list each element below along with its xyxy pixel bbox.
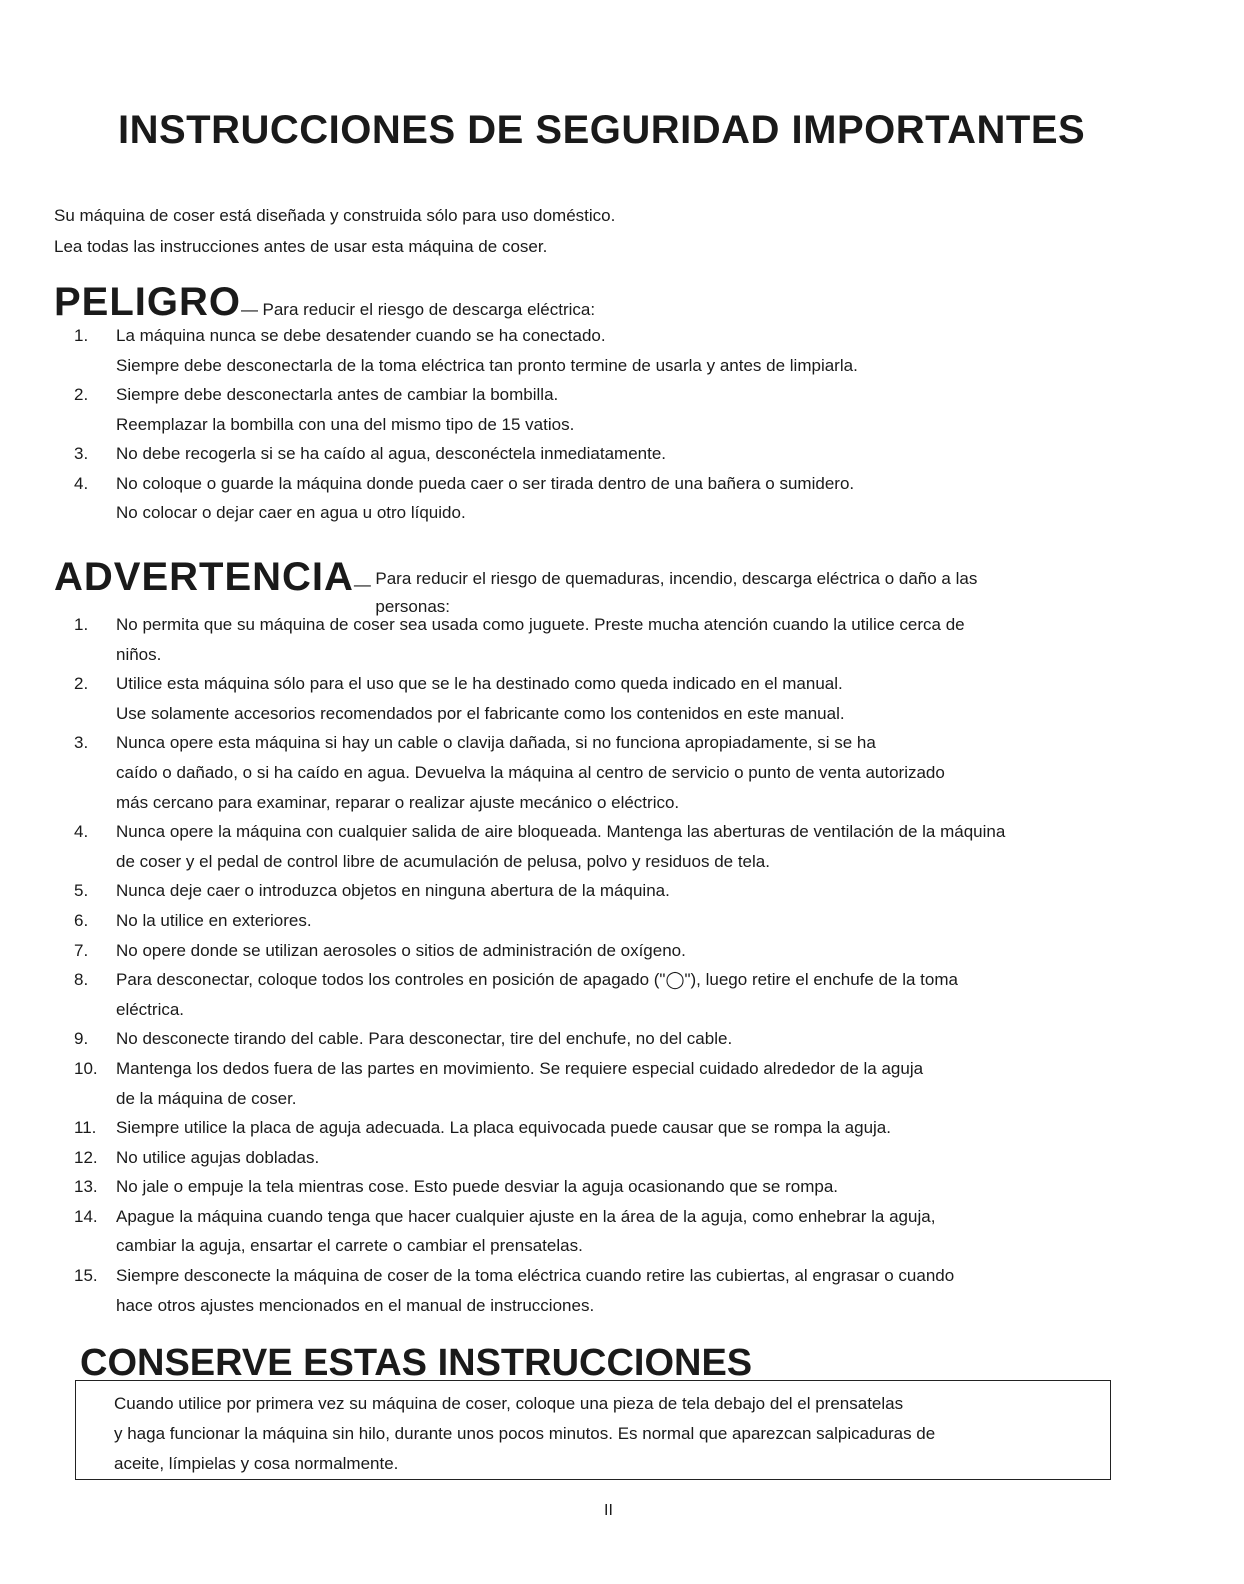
item-line: Use solamente accesorios recomendados por el fabricante como los contenidos en este manual. — [116, 703, 845, 723]
list-item — [74, 1113, 1184, 1143]
list-item — [74, 817, 1184, 876]
item-line: Siempre debe desconectarla de la toma eléctrica tan pronto termine de usarla y antes de limpiarla. — [116, 355, 858, 375]
item-line: Reemplazar la bombilla con una del mismo tipo de 15 vatios. — [116, 414, 575, 434]
item-line: Siempre utilice la placa de aguja adecuada. La placa equivocada puede causar que se rompa la aguja. — [116, 1118, 891, 1138]
list-item — [74, 1202, 1184, 1261]
item-line: Siempre desconecte la máquina de coser de la toma eléctrica cuando retire las cubiertas, al engrasar o cuando — [116, 1266, 955, 1286]
advertencia-subtitle-line: Para reducir el riesgo de quemaduras, incendio, descarga eléctrica o daño a las — [375, 569, 978, 588]
item-line: Mantenga los dedos fuera de las partes en movimiento. Se requiere especial cuidado alrededor de la aguja — [116, 1058, 924, 1078]
list-item — [74, 728, 1184, 817]
item-number: 1. — [74, 326, 89, 345]
item-number: 12. — [74, 1147, 98, 1167]
item-line: No jale o empuje la tela mientras cose. Esto puede desviar la aguja ocasionando que se rompa. — [116, 1177, 838, 1197]
item-number: 4. — [74, 473, 89, 493]
advertencia-dash: — — [353, 575, 371, 594]
list-item — [74, 936, 1184, 966]
item-number: 2. — [74, 385, 89, 404]
item-line: La máquina nunca se debe desatender cuando se ha conectado. — [116, 326, 606, 345]
peligro-title: PELIGRO — [54, 280, 242, 324]
item-line: No la utilice en exteriores. — [116, 910, 312, 930]
list-item — [74, 380, 1174, 439]
list-item — [74, 965, 1184, 1024]
note-line: y haga funcionar la máquina sin hilo, durante unos pocos minutos. Es normal que aparezcan salpicaduras de — [114, 1424, 936, 1443]
item-line: cambiar la aguja, ensartar el carrete o cambiar el prensatelas. — [116, 1236, 583, 1256]
item-line: No desconecte tirando del cable. Para desconectar, tire del enchufe, no del cable. — [116, 1029, 733, 1049]
item-number: 1. — [74, 615, 89, 634]
item-line: hace otros ajustes mencionados en el manual de instrucciones. — [116, 1295, 595, 1315]
list-item — [74, 906, 1184, 936]
item-line: Nunca deje caer o introduzca objetos en ninguna abertura de la máquina. — [116, 881, 670, 901]
advertencia-subtitle-line: personas: — [375, 597, 451, 616]
advertencia-list — [74, 610, 1184, 1320]
list-item — [74, 1054, 1184, 1113]
peligro-list — [74, 321, 1174, 528]
item-line: de coser y el pedal de control libre de acumulación de pelusa, polvo y residuos de tela. — [116, 851, 770, 871]
item-line: Apague la máquina cuando tenga que hacer cualquier ajuste en la área de la aguja, como enhebrar la aguja, — [116, 1206, 936, 1226]
item-line: No permita que su máquina de coser sea usada como juguete. Preste mucha atención cuando la utilice cerca de — [116, 615, 965, 634]
note-line: Cuando utilice por primera vez su máquina de coser, coloque una pieza de tela debajo del el prensatelas — [114, 1394, 904, 1413]
list-item — [74, 610, 1184, 669]
item-number: 4. — [74, 822, 89, 842]
item-number: 6. — [74, 910, 89, 930]
intro-text — [54, 200, 615, 262]
list-item — [74, 1143, 1184, 1173]
item-line: niños. — [116, 644, 162, 664]
item-line: Nunca opere esta máquina si hay un cable o clavija dañada, si no funciona apropiadamente, si se ha — [116, 733, 876, 753]
page-number: II — [604, 1502, 613, 1519]
item-line: eléctrica. — [116, 999, 185, 1019]
peligro-heading — [54, 280, 595, 325]
item-line: de la máquina de coser. — [116, 1088, 297, 1108]
item-line: Para desconectar, coloque todos los controles en posición de apagado ("◯"), luego retire el enchufe de la toma — [116, 970, 958, 990]
item-line: Nunca opere la máquina con cualquier salida de aire bloqueada. Mantenga las aberturas de ventilación de la máquina — [116, 822, 1006, 842]
conserve-heading: CONSERVE ESTAS INSTRUCCIONES — [80, 1342, 753, 1384]
list-item — [74, 439, 1174, 469]
list-item — [74, 876, 1184, 906]
list-item — [74, 469, 1174, 528]
item-line: Utilice esta máquina sólo para el uso que se le ha destinado como queda indicado en el manual. — [116, 674, 843, 694]
first-use-note-box — [75, 1380, 1111, 1480]
item-number: 11. — [74, 1118, 97, 1138]
list-item — [74, 1261, 1184, 1320]
item-line: No debe recogerla si se ha caído al agua, desconéctela inmediatamente. — [116, 444, 667, 463]
peligro-dash: — — [241, 300, 259, 319]
list-item — [74, 1172, 1184, 1202]
peligro-subtitle: Para reducir el riesgo de descarga eléctrica: — [262, 300, 596, 319]
item-number: 8. — [74, 970, 89, 990]
list-item — [74, 669, 1184, 728]
item-number: 10. — [74, 1058, 98, 1078]
item-number: 7. — [74, 940, 89, 960]
item-number: 15. — [74, 1266, 98, 1286]
note-line: aceite, límpielas y cosa normalmente. — [114, 1454, 399, 1473]
list-item — [74, 1024, 1184, 1054]
intro-line: Su máquina de coser está diseñada y construida sólo para uso doméstico. — [54, 206, 616, 225]
item-line: No utilice agujas dobladas. — [116, 1147, 320, 1167]
item-number: 5. — [74, 881, 89, 901]
item-line: No colocar o dejar caer en agua u otro líquido. — [116, 503, 466, 522]
item-line: No coloque o guarde la máquina donde pueda caer o ser tirada dentro de una bañera o sumidero. — [116, 473, 855, 493]
item-number: 13. — [74, 1177, 98, 1197]
item-number: 14. — [74, 1206, 98, 1226]
page-title: INSTRUCCIONES DE SEGURIDAD IMPORTANTES — [118, 108, 1086, 152]
item-line: Siempre debe desconectarla antes de cambiar la bombilla. — [116, 385, 559, 404]
item-line: más cercano para examinar, reparar o realizar ajuste mecánico o eléctrico. — [116, 792, 680, 812]
list-item — [74, 321, 1174, 380]
item-line: No opere donde se utilizan aerosoles o sitios de administración de oxígeno. — [116, 940, 686, 960]
item-number: 2. — [74, 674, 89, 694]
advertencia-title: ADVERTENCIA — [54, 555, 354, 599]
item-line: caído o dañado, o si ha caído en agua. Devuelva la máquina al centro de servicio o punto de venta autorizado — [116, 762, 945, 782]
intro-line: Lea todas las instrucciones antes de usar esta máquina de coser. — [54, 237, 548, 256]
item-number: 3. — [74, 733, 89, 753]
item-number: 9. — [74, 1029, 89, 1049]
item-number: 3. — [74, 444, 89, 463]
